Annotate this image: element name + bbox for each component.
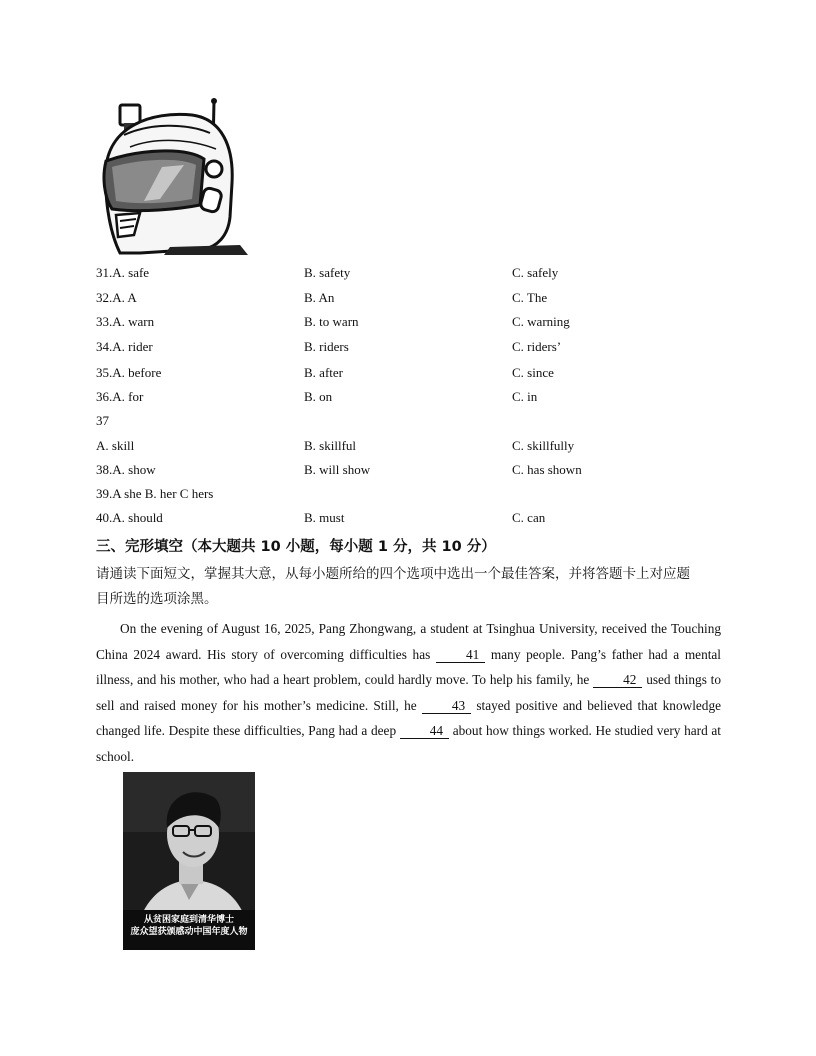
question-31-option-b: B. safety	[304, 265, 351, 280]
section-instruction	[96, 562, 721, 612]
question-34-option-b: B. riders	[304, 339, 349, 354]
question-40-option-b: B. must	[304, 510, 345, 525]
question-40-option-c: C. can	[512, 510, 546, 525]
passage-text-1: On the evening of August 16, 2025, Pang Zhongwang, a student at Tsinghua University, received the Touching China 2024 award. His story of overcoming difficulties has	[96, 621, 721, 662]
question-37-option-c: C. skillfully	[512, 438, 575, 453]
question-37-option-a: A. skill	[96, 438, 135, 453]
photo-caption	[123, 914, 255, 938]
question-35-option-a: 35.A. before	[96, 365, 162, 380]
question-32-option-b: B. An	[304, 290, 335, 305]
question-38-option-a: 38.A. show	[96, 462, 156, 477]
question-39-options: 39.A she B. her C hers	[96, 486, 214, 501]
question-34-option-a: 34.A. rider	[96, 339, 153, 354]
blank-41: 41	[436, 647, 485, 663]
cloze-passage	[96, 616, 721, 769]
photo-caption-line-2: 庞众望获颁感动中国年度人物	[130, 927, 248, 937]
blank-43: 43	[422, 698, 471, 714]
passage-text-2: many people. Pang’s father had a mental illness, and his mother, who had a heart problem, could hardly move. To help his family, he	[96, 646, 722, 687]
question-31-option-a: 31.A. safe	[96, 265, 150, 280]
question-33-option-c: C. warning	[512, 314, 570, 329]
question-36-option-c: C. in	[512, 389, 538, 404]
question-36-option-a: 36.A. for	[96, 389, 144, 404]
question-38-option-b: B. will show	[304, 462, 371, 477]
helmet-image	[100, 97, 248, 255]
question-33-option-b: B. to warn	[304, 314, 359, 329]
passage-text-4: stayed positive and believed that knowledge changed life. Despite these difficulties, Pang had a deep	[96, 697, 722, 738]
question-37-number: 37	[96, 413, 109, 428]
question-35-option-c: C. since	[512, 365, 554, 380]
portrait-photo	[123, 772, 255, 950]
section-title: 三、完形填空（本大题共 10 小题，每小题 1 分，共 10 分）	[96, 539, 496, 555]
instruction-line-2: 目所选的选项涂黑。	[96, 591, 218, 607]
motorcycle-helmet-icon	[100, 97, 248, 255]
passage-text-3: used things to sell and raised money for his mother’s medicine. Still, he	[96, 672, 721, 713]
question-32-option-c: C. The	[512, 290, 548, 305]
blank-44: 44	[400, 723, 449, 739]
question-32-option-a: 32.A. A	[96, 290, 137, 305]
question-33-option-a: 33.A. warn	[96, 314, 155, 329]
blank-42: 42	[593, 672, 642, 688]
question-35-option-b: B. after	[304, 365, 343, 380]
question-34-option-c: C. riders’	[512, 339, 562, 354]
passage-text-5: about how things worked. He studied very hard at school.	[96, 723, 721, 764]
question-40-option-a: 40.A. should	[96, 510, 163, 525]
photo-caption-line-1: 从贫困家庭到清华博士	[143, 915, 234, 925]
question-37-option-b: B. skillful	[304, 438, 357, 453]
question-31-option-c: C. safely	[512, 265, 559, 280]
question-38-option-c: C. has shown	[512, 462, 582, 477]
question-36-option-b: B. on	[304, 389, 333, 404]
instruction-line-1: 请通读下面短文，掌握其大意，从每小题所给的四个选项中选出一个最佳答案，并将答题卡上对应题	[96, 566, 690, 582]
